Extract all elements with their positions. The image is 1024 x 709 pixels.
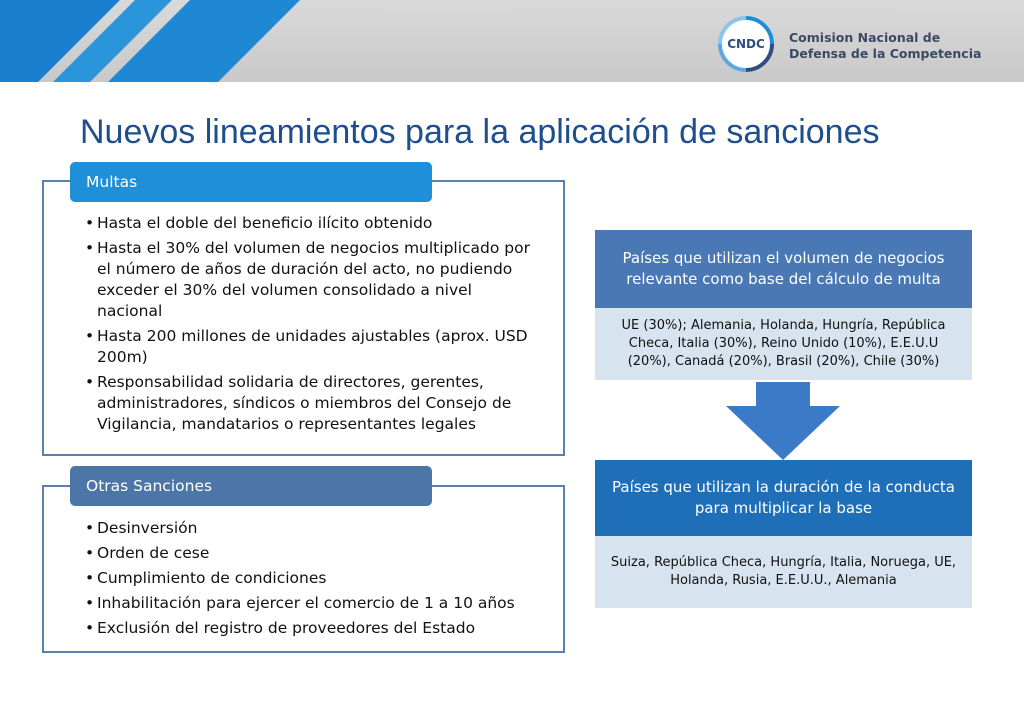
header-stripes-decoration (0, 0, 320, 82)
organization-name (789, 30, 981, 62)
duration-countries-heading: Países que utilizan la duración de la conducta para multiplicar la base (595, 460, 972, 536)
otras-sanciones-list (85, 518, 550, 643)
organization-line-2: Defensa de la Competencia (789, 46, 982, 61)
list-item: • Hasta 200 millones de unidades ajustables (aprox. USD 200m) (85, 326, 540, 368)
list-item: • Desinversión (85, 518, 550, 539)
multas-list (85, 213, 540, 439)
cndc-logo-icon (718, 16, 774, 72)
volume-countries-heading: Países que utilizan el volumen de negocios relevante como base del cálculo de multa (595, 230, 972, 308)
list-item: • Inhabilitación para ejercer el comercio de 1 a 10 años (85, 593, 550, 614)
list-item: • Hasta el 30% del volumen de negocios multiplicado por el número de años de duración del acto, no pudiendo exceder el 30% del volumen consolidado a nivel nacional (85, 238, 540, 322)
list-item: • Orden de cese (85, 543, 550, 564)
organization-line-1: Comision Nacional de (789, 30, 941, 45)
otras-sanciones-tab: Otras Sanciones (70, 466, 432, 506)
multas-tab: Multas (70, 162, 432, 202)
logo-text: CNDC (727, 37, 765, 51)
header-bar (0, 0, 1024, 82)
list-item: • Responsabilidad solidaria de directores, gerentes, administradores, síndicos o miembros del Consejo de Vigilancia, mandatarios o representantes legales (85, 372, 540, 435)
list-item: • Exclusión del registro de proveedores del Estado (85, 618, 550, 639)
list-item: • Cumplimiento de condiciones (85, 568, 550, 589)
duration-countries-list: Suiza, República Checa, Hungría, Italia, Noruega, UE, Holanda, Rusia, E.E.U.U., Alemania (595, 536, 972, 608)
volume-countries-list: UE (30%); Alemania, Holanda, Hungría, República Checa, Italia (30%), Reino Unido (10%), E.E.U.U (20%), Canadá (20%), Brasil (20%), Chile (30%) (595, 308, 972, 380)
down-arrow-icon (726, 382, 840, 460)
list-item: • Hasta el doble del beneficio ilícito obtenido (85, 213, 540, 234)
page-title: Nuevos lineamientos para la aplicación de sanciones (80, 113, 880, 151)
